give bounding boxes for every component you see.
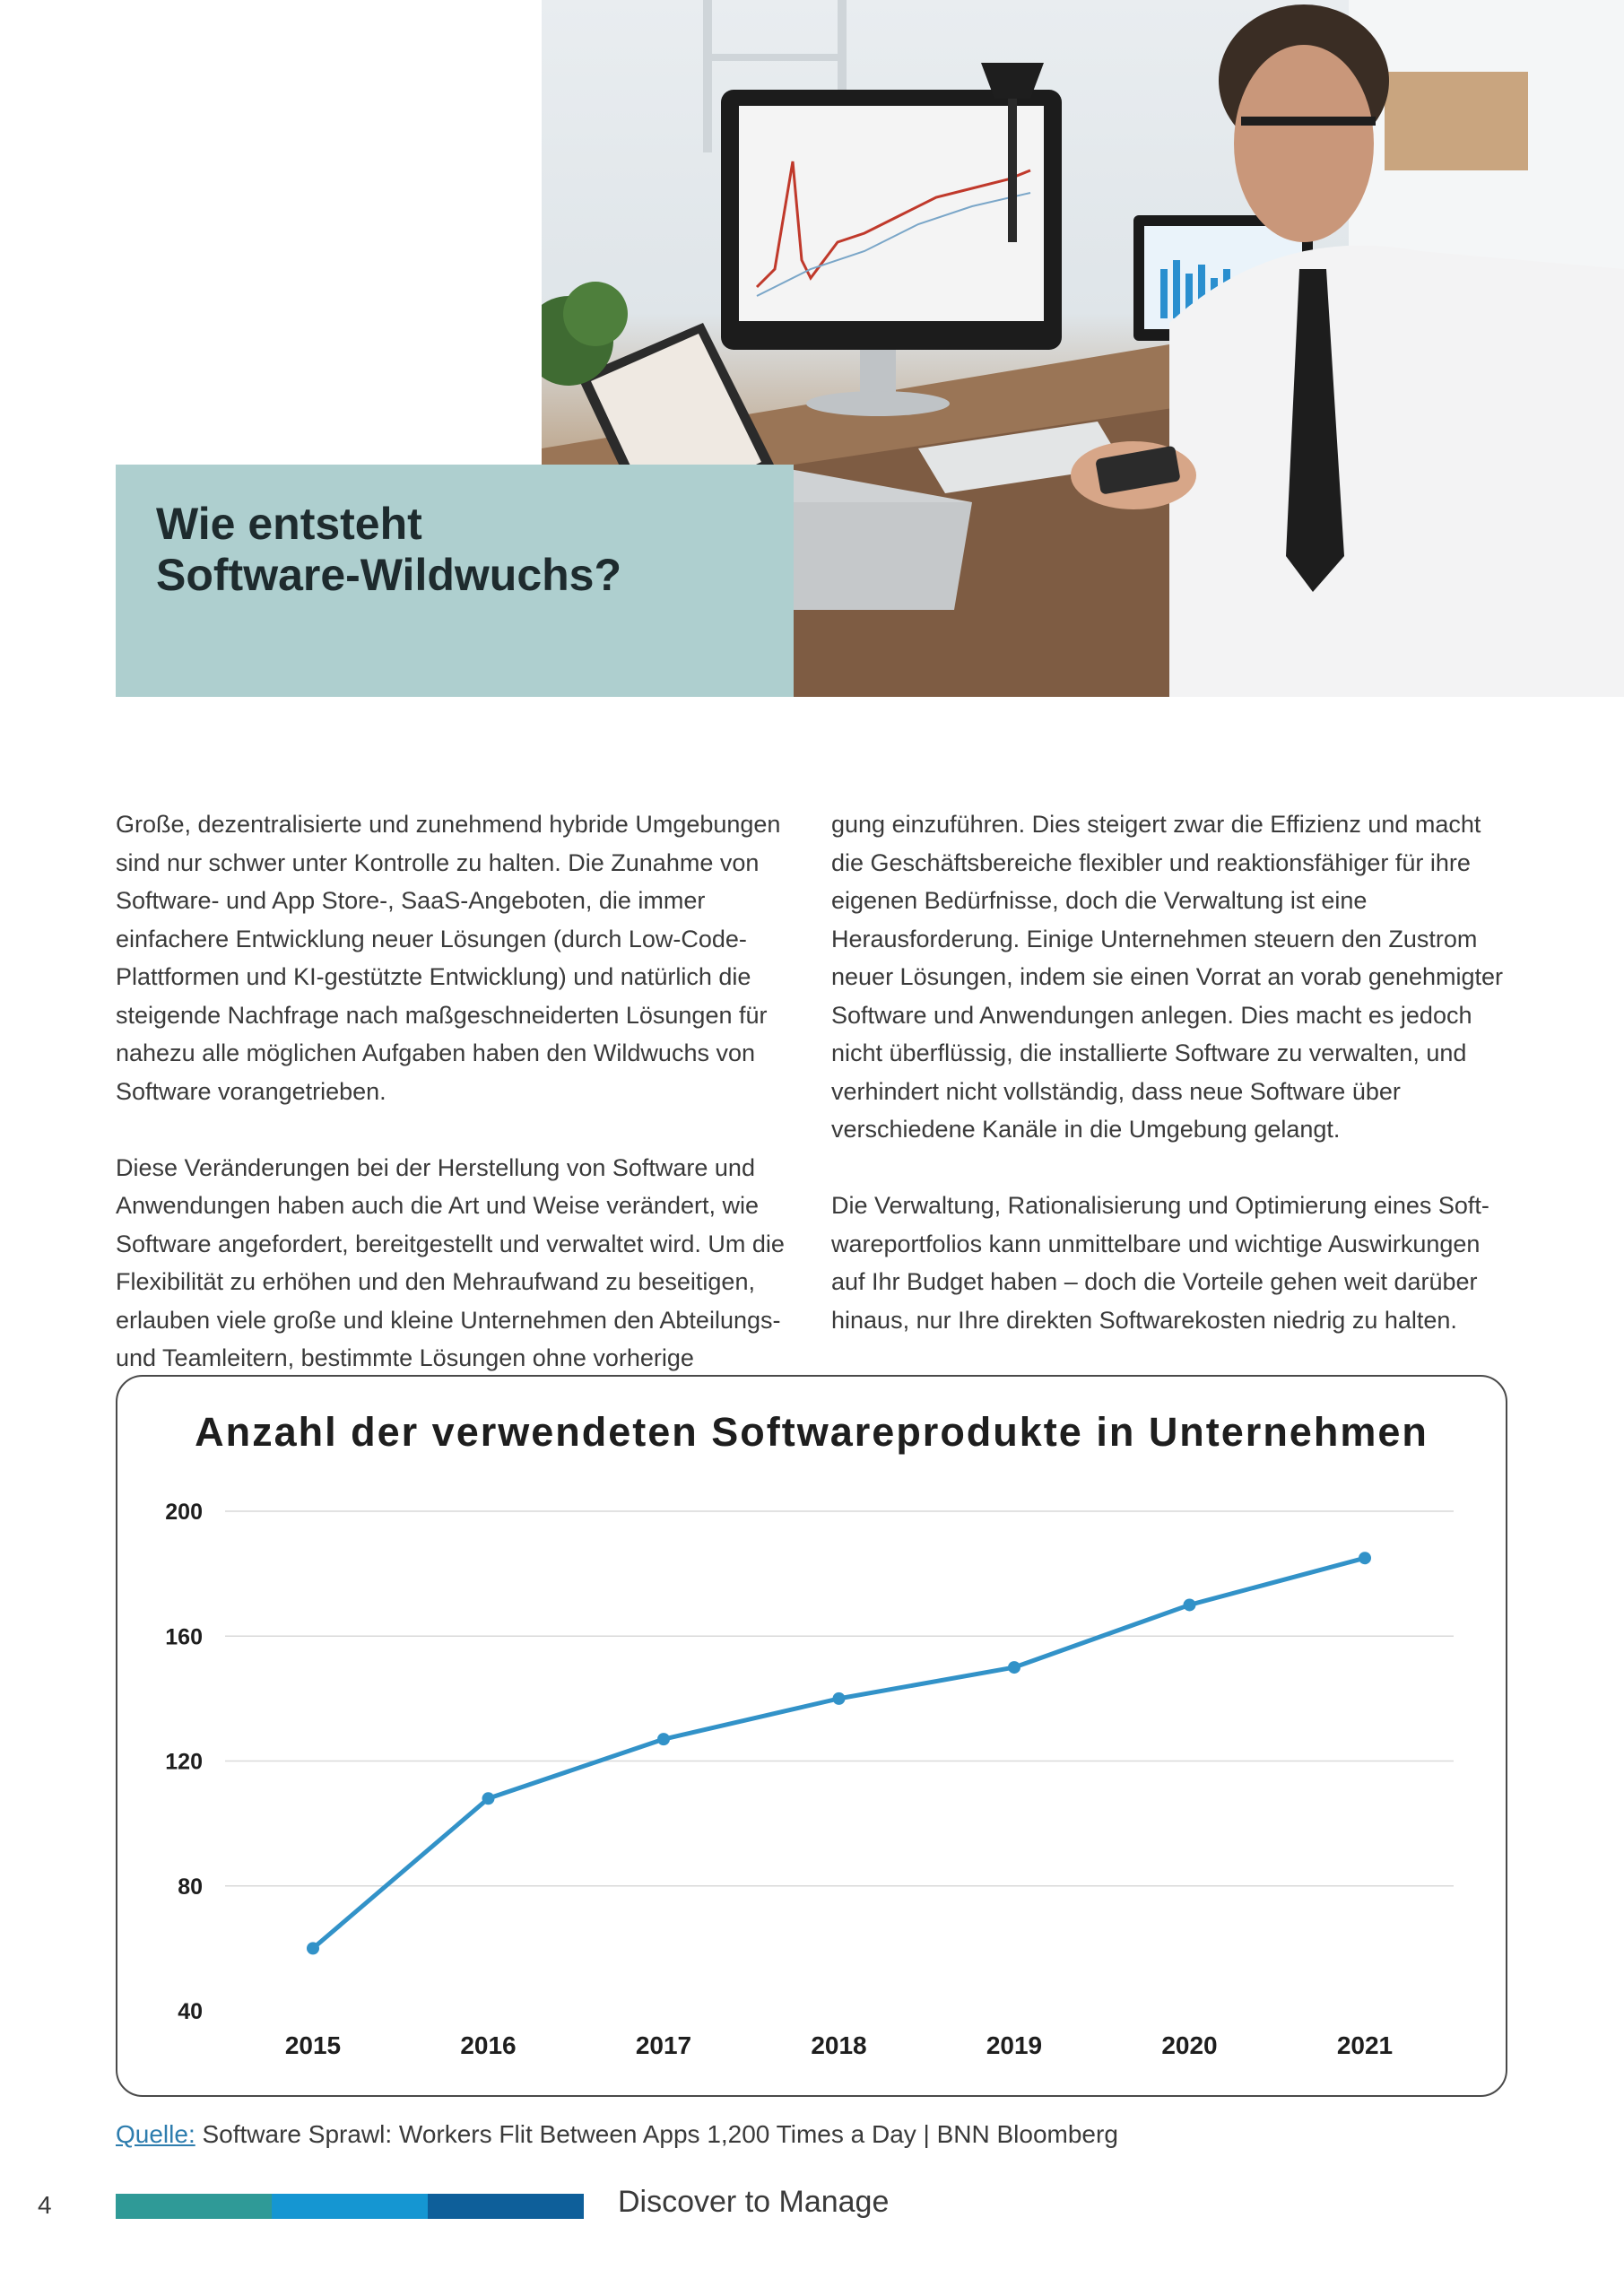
data-point [657,1733,670,1745]
chart-title: Anzahl der verwendeten Softwareprodukte in Unternehmen [195,1409,1429,1455]
body-paragraph: Große, dezentralisierte und zunehmend hybride Umgebungen sind nur schwer unter Kontrolle zu halten. Die Zunahme von Software- und App Store-, SaaS-Angeboten, die immer einfachere Entwicklung neuer Lösungen (durch Low-Code-Plattformen und KI-gestützte Entwicklung) und natürlich die steigende Nachfrage nach maßgeschneiderten Lösungen für nahezu alle möglichen Aufgaben haben den Wildwuchs von Software vorangetrieben. [116,811,781,1105]
data-point [1184,1598,1196,1611]
x-tick-label: 2015 [284,2031,342,2059]
text-column-left [116,805,799,1454]
y-tick-label: 120 [165,1749,203,1775]
x-tick-label: 2017 [635,2031,692,2059]
x-tick-label: 2019 [986,2031,1043,2059]
x-tick-label: 2020 [1161,2031,1218,2059]
body-paragraph: Die Verwaltung, Rationalisierung und Optimierung eines Soft-wareportfolios kann unmittelbare und wichtige Auswirkungen auf Ihr Budget haben – doch die Vorteile gehen weit darüber hinaus, nur Ihre direkten Softwarekosten niedrig zu halten. [831,1192,1489,1334]
footer-color-bar [116,2194,272,2219]
data-point [833,1692,846,1705]
y-tick-label: 200 [165,1500,203,1525]
footer-color-bar [272,2194,428,2219]
title-box [116,465,794,697]
x-tick-label: 2018 [811,2031,867,2059]
y-tick-label: 80 [178,1874,203,1900]
data-point [1359,1552,1371,1564]
x-tick-label: 2016 [460,2031,517,2059]
source-text: Software Sprawl: Workers Flit Between Apps 1,200 Times a Day | BNN Bloomberg [195,2120,1118,2148]
text-column-right [831,805,1515,1378]
body-paragraph: gung einzuführen. Dies steigert zwar die Effizienz und macht die Geschäftsbereiche flexibler und reaktionsfähiger für ihre eigenen Bedürfnisse, doch die Verwaltung ist eine Herausforderung. Einige Unternehmen steuern den Zustrom neuer Lösungen, indem sie einen Vorrat an vorab genehmigter Software und Anwendungen anlegen. Dies macht es jedoch nicht überflüssig, die installierte Software zu verwalten, und verhindert nicht vollständig, dass neue Software über verschiedene Kanäle in die Umgebung gelangt. [831,811,1503,1143]
chart-container [116,1375,1507,2097]
y-tick-label: 160 [165,1624,203,1650]
data-point [482,1792,495,1805]
data-point [307,1942,319,1954]
footer-color-bar [428,2194,584,2219]
y-tick-label: 40 [178,1999,203,2024]
x-tick-label: 2021 [1336,2031,1394,2059]
footer-brand: Discover to Manage [618,2185,890,2219]
series-line [313,1558,1365,1948]
body-paragraph: Diese Veränderungen bei der Herstellung von Software und Anwendungen haben auch die Art und Weise verändert, wie Software angefordert, bereitgestellt und verwaltet wird. Um die Flexibilität zu erhöhen und den Mehraufwand zu beseitigen, erlauben viele große und kleine Unternehmen den Abteilungs- und Teamleitern, bestimmte Lösungen ohne vorherige [116,1153,785,1371]
page-title: Wie entsteht Software-Wildwuchs? [156,499,622,600]
page-number: 4 [38,2191,52,2219]
source-line [116,2120,1118,2149]
data-point [1008,1661,1020,1674]
line-chart [117,1377,1509,2099]
source-link[interactable]: Quelle: [116,2120,195,2148]
